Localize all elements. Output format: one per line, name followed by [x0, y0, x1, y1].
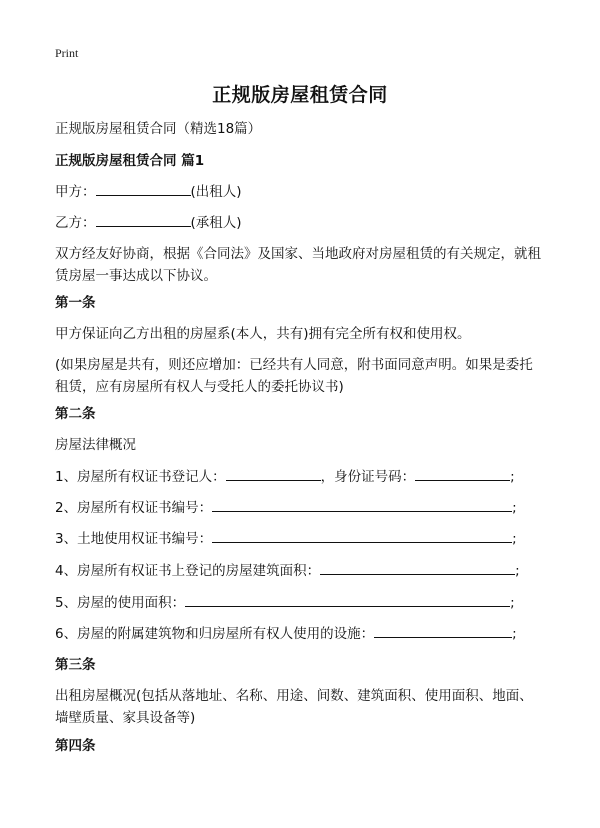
- article-2-item-1: [55, 466, 515, 488]
- item-3-label: 3、土地使用权证书编号：: [55, 531, 213, 547]
- document-title: 正规版房屋租赁合同: [212, 84, 388, 106]
- article-1-heading: 第一条: [55, 295, 96, 311]
- item-6-end: ;: [512, 626, 517, 642]
- article-2-subheading: 房屋法律概况: [55, 437, 136, 453]
- party-b-blank: [96, 212, 191, 227]
- item-4-blank: [320, 560, 515, 575]
- item-3-end: ;: [512, 531, 517, 547]
- article-2-item-6: [55, 623, 517, 645]
- article-2-item-2: [55, 497, 517, 519]
- party-b-role: (承租人): [190, 215, 242, 231]
- item-5-blank: [185, 592, 510, 607]
- item-2-blank: [212, 497, 512, 512]
- article-3-text: 出租房屋概况(包括从落地址、名称、用途、间数、建筑面积、使用面积、地面、墙壁质量、家具设备等): [55, 688, 533, 726]
- article-4-heading: 第四条: [55, 738, 96, 754]
- item-2-label: 2、房屋所有权证书编号：: [55, 500, 213, 516]
- item-5-label: 5、房屋的使用面积：: [55, 595, 186, 611]
- item-1-mid: ，身份证号码：: [320, 469, 416, 485]
- item-4-label: 4、房屋所有权证书上登记的房屋建筑面积：: [55, 563, 321, 579]
- item-1-blank-a: [226, 466, 321, 481]
- item-1-blank-b: [415, 466, 510, 481]
- item-1-end: ;: [510, 469, 515, 485]
- article-2-item-3: [55, 528, 517, 550]
- item-2-end: ;: [512, 500, 517, 516]
- article-1-text: 甲方保证向乙方出租的房屋系(本人，共有)拥有完全所有权和使用权。: [55, 326, 471, 342]
- party-a-blank: [96, 181, 191, 196]
- party-a-role: (出租人): [190, 184, 242, 200]
- item-1-label: 1、房屋所有权证书登记人：: [55, 469, 226, 485]
- article-3-heading: 第三条: [55, 657, 96, 673]
- party-a-label: 甲方：: [55, 184, 96, 200]
- item-5-end: ;: [510, 595, 515, 611]
- item-6-label: 6、房屋的附属建筑物和归房屋所有权人使用的设施：: [55, 626, 375, 642]
- party-b-label: 乙方：: [55, 215, 96, 231]
- item-6-blank: [374, 623, 512, 638]
- article-2-item-5: [55, 592, 515, 614]
- article-2-item-4: [55, 560, 520, 582]
- item-3-blank: [212, 528, 512, 543]
- section-title: 正规版房屋租赁合同 篇1: [55, 153, 205, 169]
- party-b-line: [55, 212, 242, 234]
- item-4-end: ;: [515, 563, 520, 579]
- party-a-line: [55, 181, 242, 203]
- subtitle: 正规版房屋租赁合同（精选18篇）: [55, 121, 262, 137]
- article-2-heading: 第二条: [55, 406, 96, 422]
- print-link[interactable]: Print: [55, 46, 79, 60]
- intro-paragraph: 双方经友好协商，根据《合同法》及国家、当地政府对房屋租赁的有关规定，就租赁房屋一事达成以下协议。: [55, 246, 541, 284]
- article-1-note: (如果房屋是共有，则还应增加：已经共有人同意，附书面同意声明。如果是委托租赁，应有房屋所有权人与受托人的委托协议书): [55, 357, 533, 395]
